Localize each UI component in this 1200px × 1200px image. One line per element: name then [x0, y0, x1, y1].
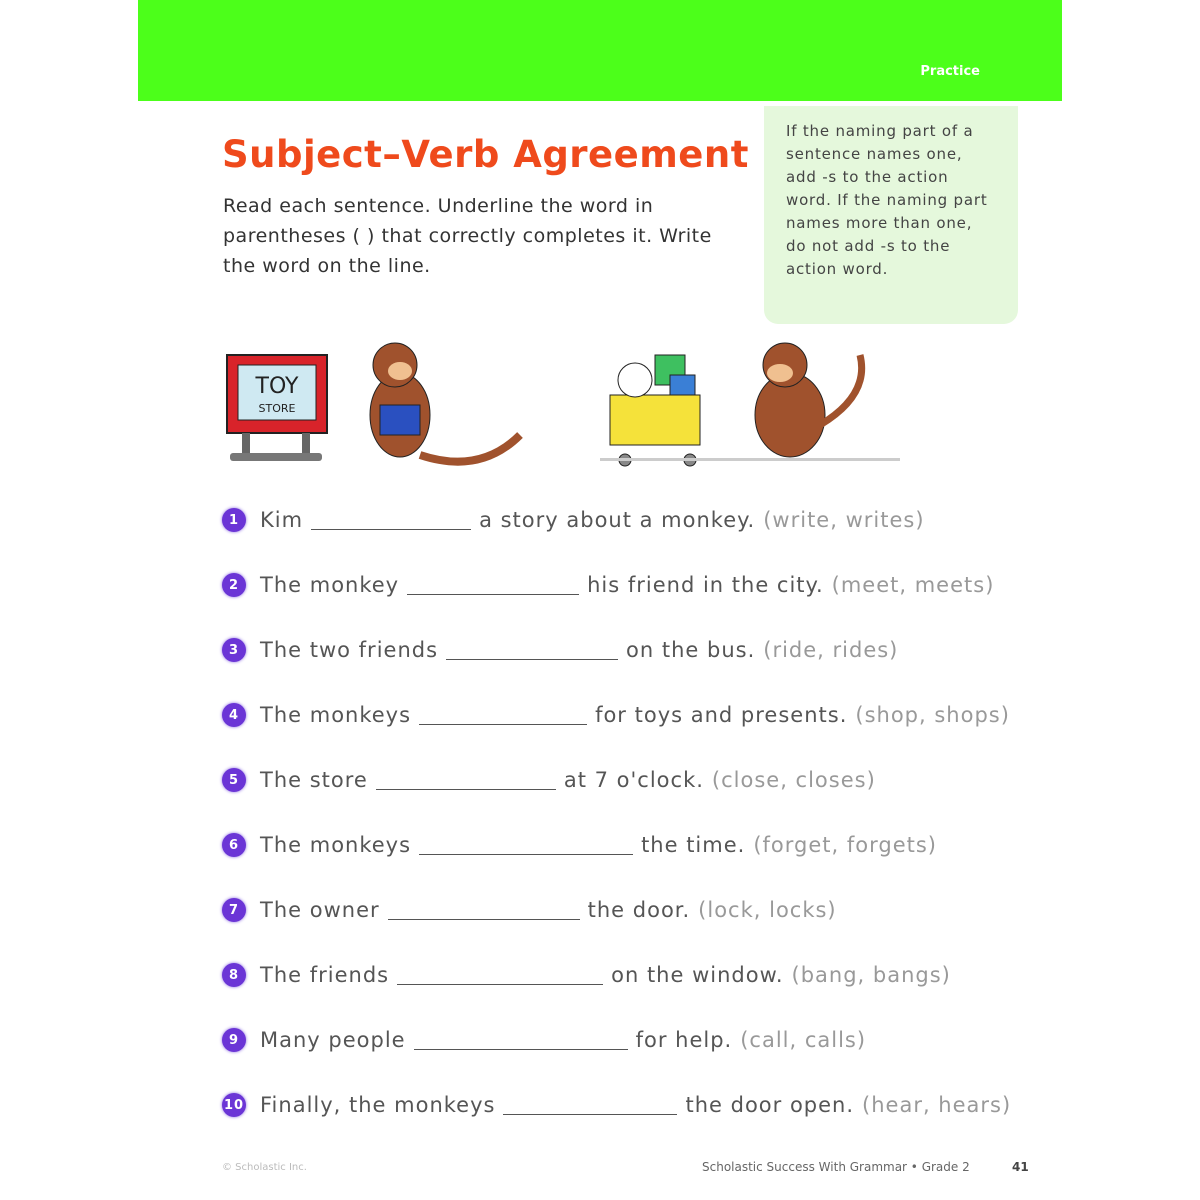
sentence-start: The owner [260, 898, 380, 922]
svg-text:STORE: STORE [258, 402, 296, 415]
page-number: 41 [1012, 1160, 1029, 1174]
page-title: Subject–Verb Agreement [222, 133, 749, 176]
exercise-item [222, 1028, 866, 1052]
word-choices: (lock, locks) [698, 898, 837, 922]
word-choices: (forget, forgets) [753, 833, 937, 857]
exercise-item [222, 1093, 1011, 1117]
exercise-item [222, 768, 876, 792]
monkey-icon [370, 343, 520, 462]
sentence-start: The monkeys [260, 833, 412, 857]
answer-blank[interactable] [503, 1096, 677, 1115]
word-choices: (hear, hears) [862, 1093, 1012, 1117]
answer-blank[interactable] [407, 576, 579, 595]
sentence-end: for help. [635, 1028, 733, 1052]
sentence-end: on the bus. [626, 638, 756, 662]
exercise-item [222, 898, 837, 922]
item-number: 10 [222, 1093, 246, 1117]
word-choices: (shop, shops) [855, 703, 1010, 727]
answer-blank[interactable] [414, 1031, 628, 1050]
book-title: Scholastic Success With Grammar • Grade 2 [702, 1160, 970, 1174]
item-number: 3 [222, 638, 246, 662]
sentence-start: The monkey [260, 573, 400, 597]
answer-blank[interactable] [311, 511, 471, 530]
sentence-start: Kim [260, 508, 304, 532]
instructions: Read each sentence. Underline the word in parentheses ( ) that correctly completes it. Write the word on the line. [223, 195, 712, 277]
exercise-item [222, 963, 951, 987]
sentence-end: on the window. [611, 963, 784, 987]
item-number: 6 [222, 833, 246, 857]
header-banner [138, 0, 1062, 101]
item-number: 7 [222, 898, 246, 922]
sentence-end: his friend in the city. [587, 573, 824, 597]
word-choices: (call, calls) [740, 1028, 867, 1052]
item-number: 5 [222, 768, 246, 792]
item-number: 1 [222, 508, 246, 532]
exercise-item [222, 703, 1010, 727]
sentence-end: the door. [587, 898, 691, 922]
sentence-end: the time. [641, 833, 746, 857]
monkeys-illustration [220, 335, 910, 475]
answer-blank[interactable] [446, 641, 618, 660]
sentence-start: Finally, the monkeys [260, 1093, 496, 1117]
word-choices: (close, closes) [711, 768, 876, 792]
sentence-end: for toys and presents. [595, 703, 848, 727]
sentence-start: The friends [260, 963, 390, 987]
answer-blank[interactable] [419, 836, 633, 855]
answer-blank[interactable] [419, 706, 587, 725]
sentence-start: Many people [260, 1028, 406, 1052]
exercise-item [222, 833, 937, 857]
svg-text:TOY: TOY [255, 374, 299, 399]
shopping-cart-icon [610, 355, 700, 466]
item-number: 4 [222, 703, 246, 727]
item-number: 2 [222, 573, 246, 597]
word-choices: (meet, meets) [831, 573, 995, 597]
word-choices: (ride, rides) [763, 638, 899, 662]
answer-blank[interactable] [376, 771, 556, 790]
toy-store-sign-icon [227, 355, 327, 461]
answer-blank[interactable] [397, 966, 603, 985]
answer-blank[interactable] [388, 901, 580, 920]
word-choices: (write, writes) [763, 508, 925, 532]
tip-box: If the naming part of a sentence names one, add -s to the action word. If the naming part names more than one, do not add -s to the action word. [764, 106, 1018, 324]
exercise-item [222, 638, 898, 662]
exercise-item [222, 508, 925, 532]
exercise-item [222, 573, 994, 597]
word-choices: (bang, bangs) [791, 963, 951, 987]
sentence-start: The two friends [260, 638, 439, 662]
copyright: © Scholastic Inc. [222, 1162, 307, 1173]
sentence-end: at 7 o'clock. [563, 768, 704, 792]
item-number: 8 [222, 963, 246, 987]
section-tag: Practice [920, 64, 980, 79]
sentence-end: the door open. [685, 1093, 855, 1117]
item-number: 9 [222, 1028, 246, 1052]
sentence-start: The store [260, 768, 368, 792]
sentence-end: a story about a monkey. [479, 508, 756, 532]
sentence-start: The monkeys [260, 703, 412, 727]
